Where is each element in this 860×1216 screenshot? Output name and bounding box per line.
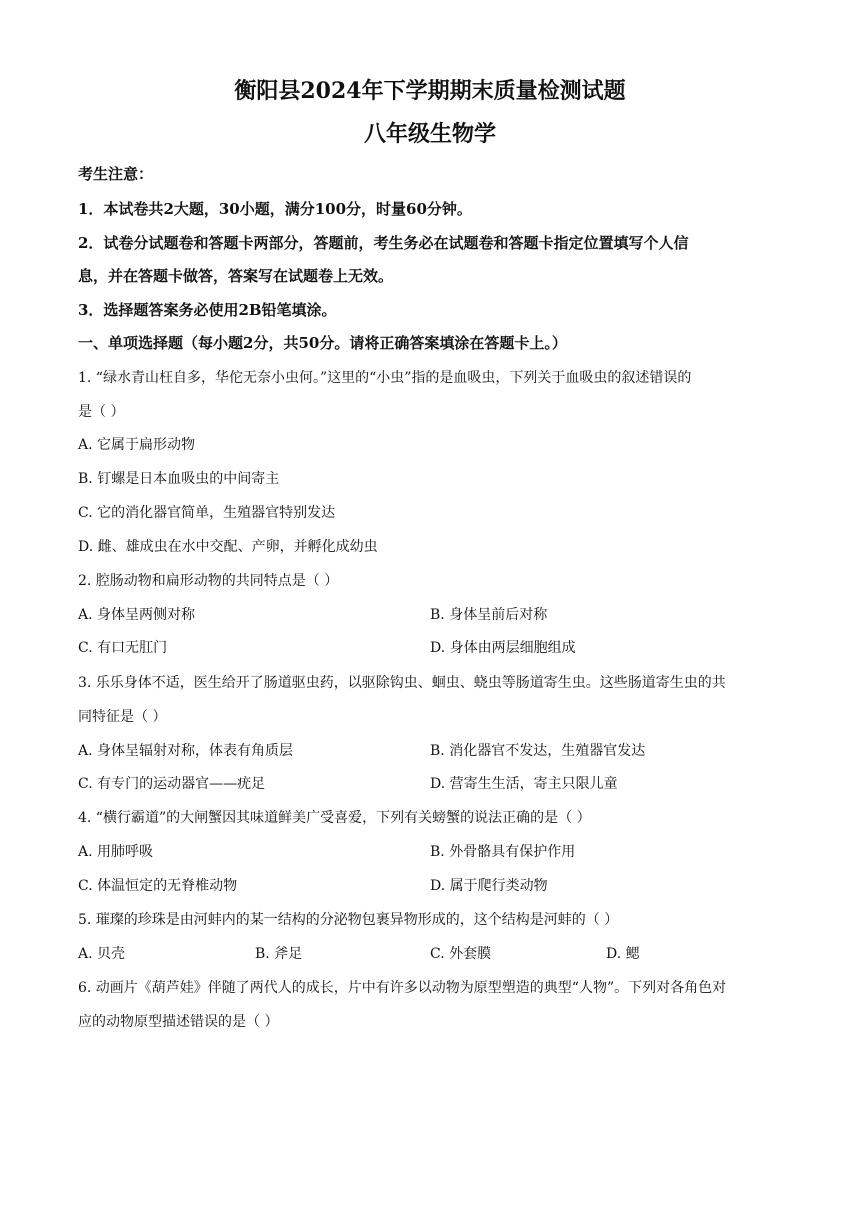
- option-c: C. 有口无肛门: [78, 640, 168, 656]
- option-c: C. 有专门的运动器官——疣足: [78, 776, 266, 792]
- option-b: B. 身体呈前后对称: [430, 607, 548, 623]
- question-stem: 3. 乐乐身体不适，医生给开了肠道驱虫药，以驱除钩虫、蛔虫、蛲虫等肠道寄生虫。这些肠道寄生虫的共: [78, 675, 726, 691]
- option-d: D. 身体由两层细胞组成: [430, 640, 576, 656]
- option-d: D. 属于爬行类动物: [430, 878, 548, 894]
- section-heading: 一、单项选择题（每小题2分，共50分。请将正确答案填涂在答题卡上。）: [78, 334, 567, 352]
- option-a: A. 贝壳: [78, 946, 126, 962]
- page-subtitle: 八年级生物学: [363, 121, 496, 147]
- option-a: A. 它属于扁形动物: [78, 437, 196, 453]
- option-d: D. 雌、雄成虫在水中交配、产卵，并孵化成幼虫: [78, 539, 378, 555]
- option-b: B. 钉螺是日本血吸虫的中间寄主: [78, 471, 280, 487]
- question-stem: 1. “绿水青山枉自多，华佗无奈小虫何。”这里的“小虫”指的是血吸虫，下列关于血吸虫的叙述错误的: [78, 370, 692, 386]
- option-d: D. 鳃: [606, 946, 640, 962]
- option-d: D. 营寄生生活，寄主只限儿童: [430, 776, 618, 792]
- option-c: C. 体温恒定的无脊椎动物: [78, 878, 238, 894]
- question-stem: 应的动物原型描述错误的是（ ）: [78, 1014, 279, 1030]
- option-a: A. 身体呈两侧对称: [78, 607, 196, 623]
- option-c: C. 外套膜: [430, 946, 492, 962]
- question-stem: 6. 动画片《葫芦娃》伴随了两代人的成长，片中有许多以动物为原型塑造的典型“人物”。下列对各角色对: [78, 980, 727, 996]
- option-c: C. 它的消化器官简单，生殖器官特别发达: [78, 505, 336, 521]
- question-stem: 5. 璀璨的珍珠是由河蚌内的某一结构的分泌物包裹异物形成的，这个结构是河蚌的（ ）: [78, 912, 619, 928]
- notice-item: 2．试卷分试题卷和答题卡两部分，答题前，考生务必在试题卷和答题卡指定位置填写个人信: [78, 234, 689, 252]
- question-stem: 是（ ）: [78, 404, 125, 420]
- option-a: A. 身体呈辐射对称，体表有角质层: [78, 743, 294, 759]
- option-b: B. 外骨骼具有保护作用: [430, 844, 576, 860]
- notice-heading: 考生注意：: [78, 165, 154, 183]
- notice-item: 3．选择题答案务必使用2B铅笔填涂。: [78, 301, 337, 319]
- question-stem: 4. “横行霸道”的大闸蟹因其味道鲜美广受喜爱，下列有关螃蟹的说法正确的是（ ）: [78, 810, 591, 826]
- question-stem: 2. 腔肠动物和扁形动物的共同特点是（ ）: [78, 573, 339, 589]
- option-b: B. 斧足: [255, 946, 303, 962]
- option-b: B. 消化器官不发达，生殖器官发达: [430, 743, 646, 759]
- notice-item: 息，并在答题卡做答，答案写在试题卷上无效。: [78, 267, 394, 285]
- question-stem: 同特征是（ ）: [78, 709, 167, 725]
- option-a: A. 用肺呼吸: [78, 844, 154, 860]
- page-title: 衡阳县2024年下学期期末质量检测试题: [234, 78, 626, 104]
- notice-item: 1．本试卷共2大题，30小题，满分100分，时量60分钟。: [78, 200, 472, 218]
